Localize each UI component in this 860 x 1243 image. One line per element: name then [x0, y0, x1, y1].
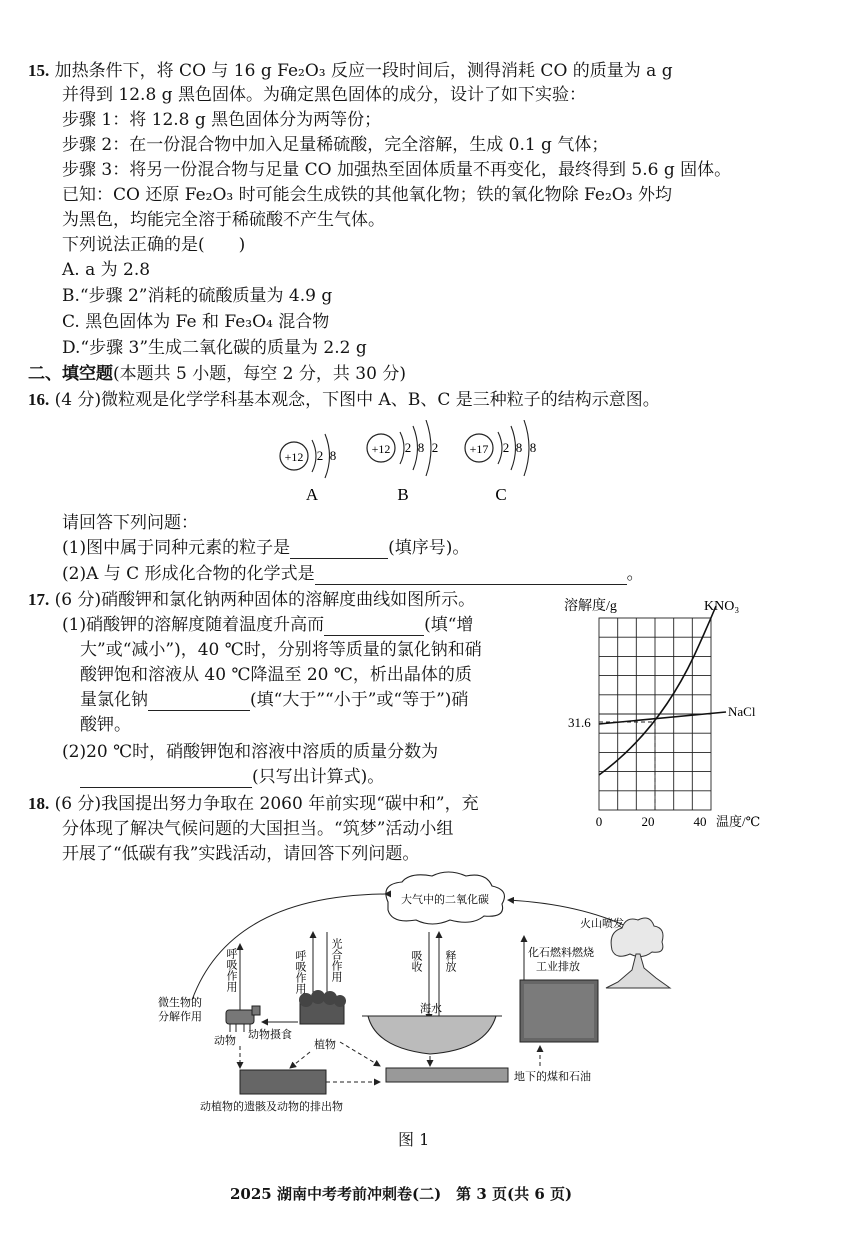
- atom-c-shell-2: 8: [515, 440, 523, 455]
- q15-known-1: 已知：CO 还原 Fe₂O₃ 时可能会生成铁的其他氧化物；铁的氧化物除 Fe₂O₃ 外均: [62, 185, 672, 205]
- atom-a-label: A: [305, 485, 319, 504]
- atom-c-nucleus: +17: [469, 442, 489, 456]
- atom-a-shell-1: 2: [316, 448, 324, 463]
- atom-a: [280, 434, 336, 504]
- q16-number: 16.: [28, 390, 50, 409]
- atom-b: [367, 420, 438, 504]
- q16-line-1: [28, 389, 660, 411]
- chart-ylabel: 溶解度/g: [564, 599, 617, 614]
- q17-part-1-text: (1)硝酸钾的溶解度随着温度升高而: [62, 615, 325, 635]
- cloud-label: 大气中的二氧化碳: [401, 894, 489, 906]
- fossil-label-2: 工业排放: [536, 961, 580, 973]
- q17-stem: (6 分)硝酸钾和氯化钠两种固体的溶解度曲线如图所示。: [54, 590, 476, 610]
- q16-part-2-text: (2)A 与 C 形成化合物的化学式是: [62, 564, 315, 584]
- q15-known-2: 为黑色，均能完全溶于稀硫酸不产生气体。: [62, 210, 385, 230]
- plant-label: 植物: [314, 1039, 336, 1051]
- q18-number: 18.: [28, 794, 50, 813]
- solubility-chart: [558, 592, 808, 837]
- atom-c-shell-3: 8: [529, 440, 537, 455]
- q17-part-1-line-5: 酸钾。: [80, 715, 131, 735]
- answer-blank-16-2[interactable]: [315, 566, 627, 585]
- ytick-label: 31.6: [568, 715, 591, 730]
- atom-c-shell-1: 2: [502, 440, 510, 455]
- decomp-label-2: 分解作用: [158, 1011, 202, 1023]
- q15-option-c: C. 黑色固体为 Fe 和 Fe₃O₄ 混合物: [62, 312, 330, 332]
- q15-step-2: 步骤 2：在一份混合物中加入足量稀硫酸，完全溶解，生成 0.1 g 气体；: [62, 135, 609, 155]
- q17-number: 17.: [28, 590, 50, 609]
- q17-part-1-line-3: 酸钾饱和溶液从 40 ℃降温至 20 ℃，析出晶体的质: [80, 665, 472, 685]
- q16-part-2-end: 。: [626, 564, 644, 584]
- q16-part-1-hint: (填序号)。: [388, 538, 470, 558]
- fossil-label-1: 化石燃料燃烧: [528, 947, 594, 959]
- atom-c: [465, 420, 536, 504]
- q17-part-1-text-2: 量氯化钠: [80, 690, 148, 710]
- atom-b-shell-1: 2: [404, 440, 412, 455]
- atom-structure-diagram: [270, 420, 560, 510]
- q17-part-1-hint: (填“增: [424, 615, 474, 635]
- section-heading: [28, 363, 406, 385]
- resp2-label: 呼吸作用: [294, 950, 306, 994]
- xtick-0: 0: [595, 814, 603, 829]
- release-label: 释放: [444, 950, 456, 972]
- eat-label: 动物摄食: [248, 1029, 292, 1041]
- animal-label: 动物: [214, 1035, 236, 1047]
- photo-label: 光合作用: [330, 938, 342, 982]
- answer-blank-17-3[interactable]: [80, 769, 252, 788]
- coal-image: [386, 1068, 508, 1082]
- q15-step-1: 步骤 1：将 12.8 g 黑色固体分为两等份；: [62, 110, 382, 130]
- q16-part-1: [62, 537, 469, 559]
- trees-icon: [299, 990, 346, 1024]
- xtick-40: 40: [693, 814, 707, 829]
- answer-blank-17-1[interactable]: [324, 617, 424, 636]
- q18-stem: (6 分)我国提出努力争取在 2060 年前实现“碳中和”，充: [54, 794, 479, 814]
- page-footer: 2025 湖南中考考前冲刺卷(二) 第 3 页(共 6 页): [230, 1185, 573, 1203]
- q15-option-d: D.“步骤 3”生成二氧化碳的质量为 2.2 g: [62, 338, 367, 358]
- q17-part-2-line-2: [80, 766, 384, 788]
- q18-line-3: 开展了“低碳有我”实践活动，请回答下列问题。: [62, 844, 420, 864]
- q15-number: 15.: [28, 61, 50, 80]
- q17-part-2-hint: (只写出计算式)。: [252, 767, 385, 787]
- decomp-label-1: 微生物的: [158, 997, 202, 1009]
- kno3-label: KNO₃: [704, 599, 740, 614]
- seawater-basin: [368, 1016, 496, 1054]
- q15-option-b: B.“步骤 2”消耗的硫酸质量为 4.9 g: [62, 286, 333, 306]
- atom-b-shell-3: 2: [431, 440, 439, 455]
- q15-stem: 加热条件下，将 CO 与 16 g Fe₂O₃ 反应一段时间后，测得消耗 CO 的质量为 a g: [54, 61, 673, 81]
- q15-question: 下列说法正确的是( ): [62, 235, 246, 255]
- q16-prompt: 请回答下列问题：: [62, 513, 198, 533]
- absorb-label: 吸收: [410, 950, 422, 972]
- q17-part-1-line-4: [80, 689, 468, 711]
- remains-image: [240, 1070, 326, 1094]
- kno3-curve: [599, 606, 716, 775]
- answer-blank-16-1[interactable]: [290, 540, 388, 559]
- chart-xlabel: 温度/℃: [716, 814, 761, 829]
- q17-part-2-line-1: (2)20 ℃时，硝酸钾饱和溶液中溶质的质量分数为: [62, 742, 439, 762]
- q16-part-2: [62, 563, 644, 585]
- xtick-20: 20: [641, 814, 655, 829]
- q18-line-1: [28, 793, 479, 815]
- atom-b-shell-2: 8: [417, 440, 425, 455]
- q16-part-1-text: (1)图中属于同种元素的粒子是: [62, 538, 291, 558]
- q17-line-1: [28, 589, 475, 611]
- figure-caption: 图 1: [398, 1130, 430, 1149]
- q15-line-2: 并得到 12.8 g 黑色固体。为确定黑色固体的成分，设计了如下实验：: [62, 85, 586, 105]
- q17-part-1-line-1: [62, 614, 473, 636]
- section-title: 二、填空题: [28, 364, 113, 384]
- q17-part-1-hint-2: (填“大于”“小于”或“等于”)硝: [250, 690, 469, 710]
- carbon-cycle-figure: [140, 870, 700, 1120]
- q15-option-a: A. a 为 2.8: [62, 260, 151, 280]
- q17-part-1-line-2: 大”或“减小”)，40 ℃时，分别将等质量的氯化钠和硝: [80, 640, 482, 660]
- atom-c-label: C: [495, 485, 507, 504]
- section-note: (本题共 5 小题，每空 2 分，共 30 分): [113, 364, 406, 384]
- q18-line-2: 分体现了解决气候问题的大国担当。“筑梦”活动小组: [62, 819, 454, 839]
- seawater-label: 海水: [420, 1003, 442, 1015]
- q15-step-3: 步骤 3：将另一份混合物与足量 CO 加强热至固体质量不再变化，最终得到 5.6 g 固体。: [62, 160, 732, 180]
- atom-a-shell-2: 8: [329, 448, 337, 463]
- q16-stem: (4 分)微粒观是化学学科基本观念，下图中 A、B、C 是三种粒子的结构示意图。: [54, 390, 660, 410]
- volcano-label: 火山喷发: [580, 918, 624, 930]
- atom-b-nucleus: +12: [371, 442, 391, 456]
- atom-b-label: B: [397, 485, 409, 504]
- nacl-label: NaCl: [728, 704, 756, 719]
- q15-line-1: [28, 60, 673, 82]
- resp1-label: 呼吸作用: [225, 948, 237, 992]
- answer-blank-17-2[interactable]: [148, 692, 250, 711]
- atom-a-nucleus: +12: [284, 450, 304, 464]
- remains-label: 动植物的遗骸及动物的排出物: [200, 1101, 343, 1113]
- coal-label: 地下的煤和石油: [514, 1071, 591, 1083]
